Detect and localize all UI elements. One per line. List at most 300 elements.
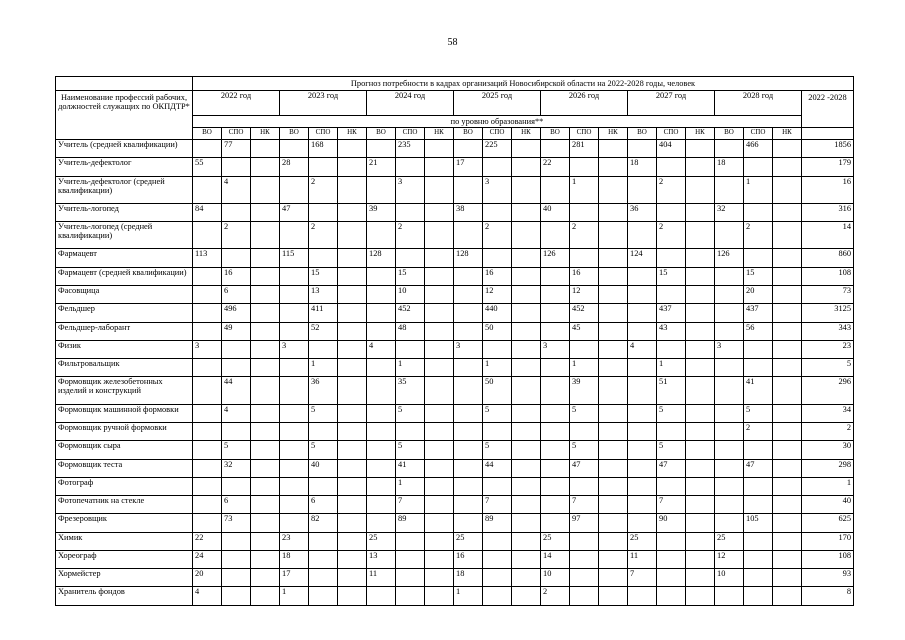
table-row [56,404,854,422]
value-cell [512,340,541,358]
value-cell: 452 [570,304,599,322]
value-cell: 2 [483,222,512,249]
total-cell: 343 [802,322,854,340]
value-cell [193,359,222,377]
value-cell [686,550,715,568]
value-cell [657,422,686,440]
table-row [56,249,854,267]
value-cell [599,377,628,404]
value-cell [483,340,512,358]
value-cell [773,340,802,358]
table-title: Прогноз потребности в кадрах организаций Новосибирской области на 2022-2028 годы, человек [193,77,854,91]
value-cell: 4 [193,587,222,605]
value-cell [193,422,222,440]
value-cell: 3 [193,340,222,358]
value-cell [454,359,483,377]
level-header: ВО [454,128,483,140]
value-cell [512,550,541,568]
value-cell [338,176,367,203]
value-cell [599,158,628,176]
table-row [56,140,854,158]
value-cell [251,340,280,358]
value-cell [454,496,483,514]
value-cell [541,304,570,322]
value-cell [425,222,454,249]
value-cell [280,404,309,422]
total-cell: 860 [802,249,854,267]
value-cell: 90 [657,514,686,532]
value-cell: 39 [570,377,599,404]
value-cell [367,377,396,404]
value-cell: 466 [744,140,773,158]
value-cell [251,550,280,568]
value-cell [483,249,512,267]
value-cell [454,422,483,440]
value-cell [425,496,454,514]
value-cell [744,587,773,605]
value-cell: 50 [483,377,512,404]
value-cell [570,158,599,176]
value-cell [715,477,744,495]
value-cell [309,477,338,495]
value-cell [425,422,454,440]
profession-name-header: Наименование профессий рабочих, должностей служащих по ОКПДТР* [56,91,193,140]
year-header: 2028 год [715,91,802,116]
value-cell: 44 [222,377,251,404]
value-cell [425,477,454,495]
value-cell: 18 [715,158,744,176]
value-cell: 2 [744,222,773,249]
value-cell: 10 [396,285,425,303]
value-cell [686,587,715,605]
value-cell [251,532,280,550]
value-cell [309,569,338,587]
value-cell: 1 [570,359,599,377]
value-cell [454,514,483,532]
value-cell: 43 [657,322,686,340]
value-cell: 35 [396,377,425,404]
value-cell [773,203,802,221]
value-cell: 128 [367,249,396,267]
value-cell: 168 [309,140,338,158]
total-cell: 108 [802,550,854,568]
value-cell [280,477,309,495]
value-cell: 6 [222,496,251,514]
value-cell [686,569,715,587]
value-cell [425,459,454,477]
value-cell: 7 [483,496,512,514]
value-cell [338,496,367,514]
value-cell [686,514,715,532]
value-cell: 41 [396,459,425,477]
value-cell [686,459,715,477]
value-cell: 437 [657,304,686,322]
value-cell [512,404,541,422]
value-cell: 13 [309,285,338,303]
value-cell [686,304,715,322]
value-cell [541,514,570,532]
table-row [56,203,854,221]
value-cell [570,569,599,587]
profession-name: Фотограф [56,477,193,495]
level-header: НК [338,128,367,140]
value-cell [541,441,570,459]
value-cell: 47 [280,203,309,221]
value-cell [367,477,396,495]
value-cell: 47 [744,459,773,477]
value-cell [251,441,280,459]
table-row [56,267,854,285]
value-cell [773,377,802,404]
value-cell: 40 [309,459,338,477]
value-cell: 1 [657,359,686,377]
value-cell [454,377,483,404]
value-cell [541,285,570,303]
value-cell [599,532,628,550]
value-cell: 44 [483,459,512,477]
value-cell [715,267,744,285]
value-cell [628,322,657,340]
value-cell [657,158,686,176]
level-header: ВО [715,128,744,140]
value-cell [512,140,541,158]
value-cell [686,496,715,514]
value-cell [367,496,396,514]
value-cell [280,267,309,285]
value-cell [367,359,396,377]
value-cell: 12 [483,285,512,303]
value-cell [570,203,599,221]
value-cell: 16 [570,267,599,285]
value-cell [628,140,657,158]
value-cell [599,322,628,340]
value-cell: 2 [309,222,338,249]
value-cell [367,176,396,203]
total-cell: 625 [802,514,854,532]
total-cell: 1 [802,477,854,495]
value-cell: 2 [396,222,425,249]
value-cell [338,267,367,285]
value-cell: 115 [280,249,309,267]
value-cell [541,176,570,203]
value-cell [715,140,744,158]
profession-name: Фрезеровщик [56,514,193,532]
value-cell [193,285,222,303]
value-cell: 22 [193,532,222,550]
value-cell [657,587,686,605]
value-cell [367,285,396,303]
value-cell: 4 [222,404,251,422]
value-cell: 5 [396,404,425,422]
value-cell: 2 [744,422,773,440]
total-cell: 30 [802,441,854,459]
table-row [56,322,854,340]
value-cell [599,441,628,459]
value-cell: 36 [309,377,338,404]
value-cell [222,477,251,495]
value-cell [222,422,251,440]
value-cell [570,477,599,495]
level-header-empty [802,128,854,140]
value-cell [599,569,628,587]
value-cell: 1 [570,176,599,203]
value-cell [483,158,512,176]
value-cell: 452 [396,304,425,322]
total-cell: 2 [802,422,854,440]
value-cell [628,285,657,303]
value-cell [628,404,657,422]
total-cell: 5 [802,359,854,377]
value-cell [599,222,628,249]
value-cell: 3 [454,340,483,358]
value-cell [338,422,367,440]
value-cell [396,550,425,568]
table-row [56,569,854,587]
value-cell [715,422,744,440]
table-row [56,285,854,303]
value-cell: 5 [309,404,338,422]
value-cell [773,532,802,550]
value-cell [280,140,309,158]
value-cell [338,514,367,532]
value-cell [628,359,657,377]
value-cell [512,532,541,550]
value-cell: 12 [715,550,744,568]
profession-name: Хранитель фондов [56,587,193,605]
value-cell: 52 [309,322,338,340]
value-cell [512,514,541,532]
value-cell [512,569,541,587]
value-cell [773,459,802,477]
value-cell: 2 [222,222,251,249]
value-cell [715,496,744,514]
total-cell: 108 [802,267,854,285]
value-cell [367,514,396,532]
value-cell [425,514,454,532]
profession-name: Формовщик машинной формовки [56,404,193,422]
value-cell: 126 [715,249,744,267]
value-cell [338,322,367,340]
value-cell: 25 [454,532,483,550]
value-cell [512,322,541,340]
value-cell [425,158,454,176]
value-cell: 18 [454,569,483,587]
value-cell [280,496,309,514]
value-cell [686,176,715,203]
value-cell [367,322,396,340]
value-cell [251,176,280,203]
value-cell: 25 [541,532,570,550]
table-row [56,441,854,459]
value-cell [425,587,454,605]
value-cell [193,267,222,285]
value-cell [425,304,454,322]
value-cell [744,477,773,495]
value-cell [222,340,251,358]
value-cell [280,304,309,322]
value-cell [367,587,396,605]
value-cell [396,249,425,267]
value-cell [454,285,483,303]
value-cell [570,587,599,605]
value-cell: 3 [541,340,570,358]
value-cell: 3 [280,340,309,358]
value-cell [599,550,628,568]
value-cell [396,587,425,605]
total-cell: 3125 [802,304,854,322]
value-cell [657,203,686,221]
value-cell [454,222,483,249]
level-header: ВО [193,128,222,140]
value-cell [541,404,570,422]
value-cell: 38 [454,203,483,221]
value-cell [512,222,541,249]
value-cell [454,267,483,285]
value-cell [425,359,454,377]
value-cell: 50 [483,322,512,340]
value-cell [512,477,541,495]
value-cell: 5 [396,441,425,459]
value-cell [483,587,512,605]
value-cell [599,285,628,303]
table-row [56,422,854,440]
value-cell: 3 [396,176,425,203]
value-cell [512,441,541,459]
value-cell [570,532,599,550]
value-cell [280,285,309,303]
value-cell [599,459,628,477]
value-cell [251,249,280,267]
value-cell [715,322,744,340]
value-cell [599,203,628,221]
value-cell: 4 [628,340,657,358]
value-cell [425,532,454,550]
value-cell [570,550,599,568]
value-cell [483,532,512,550]
value-cell [251,359,280,377]
value-cell [425,322,454,340]
table-row [56,587,854,605]
value-cell [744,496,773,514]
value-cell [338,203,367,221]
level-header: СПО [744,128,773,140]
value-cell [541,477,570,495]
value-cell [193,176,222,203]
profession-name: Формовщик железобетонных изделий и конструкций [56,377,193,404]
value-cell [686,377,715,404]
profession-name: Фасовщица [56,285,193,303]
value-cell [425,377,454,404]
value-cell: 16 [483,267,512,285]
level-header: НК [425,128,454,140]
value-cell: 2 [541,587,570,605]
value-cell [454,304,483,322]
value-cell [280,422,309,440]
total-cell: 34 [802,404,854,422]
value-cell [628,459,657,477]
value-cell [773,304,802,322]
value-cell: 7 [628,569,657,587]
value-cell [599,587,628,605]
value-cell: 18 [280,550,309,568]
value-cell [512,377,541,404]
value-cell [773,477,802,495]
value-cell [512,304,541,322]
value-cell [425,404,454,422]
value-cell [657,569,686,587]
level-header: СПО [483,128,512,140]
value-cell: 496 [222,304,251,322]
value-cell [251,285,280,303]
value-cell [686,158,715,176]
value-cell [193,514,222,532]
value-cell: 1 [483,359,512,377]
value-cell: 40 [541,203,570,221]
value-cell [657,477,686,495]
value-cell: 411 [309,304,338,322]
value-cell [193,477,222,495]
value-cell: 2 [309,176,338,203]
value-cell [483,422,512,440]
value-cell [599,340,628,358]
value-cell: 16 [454,550,483,568]
level-header: СПО [309,128,338,140]
value-cell [773,176,802,203]
value-cell [425,267,454,285]
profession-name: Физик [56,340,193,358]
value-cell: 128 [454,249,483,267]
value-cell [541,496,570,514]
value-cell [193,304,222,322]
total-cell: 1856 [802,140,854,158]
value-cell: 281 [570,140,599,158]
value-cell [628,496,657,514]
profession-name: Учитель-дефектолог [56,158,193,176]
table-row [56,514,854,532]
value-cell [425,249,454,267]
value-cell [541,459,570,477]
value-cell [338,359,367,377]
value-cell [251,377,280,404]
value-cell: 47 [570,459,599,477]
value-cell [338,441,367,459]
value-cell [773,249,802,267]
value-cell [570,340,599,358]
value-cell: 6 [309,496,338,514]
total-cell: 73 [802,285,854,303]
value-cell: 225 [483,140,512,158]
total-cell: 298 [802,459,854,477]
value-cell [193,441,222,459]
value-cell [338,249,367,267]
value-cell: 105 [744,514,773,532]
value-cell [628,477,657,495]
value-cell [338,587,367,605]
value-cell [251,322,280,340]
year-header: 2025 год [454,91,541,116]
value-cell: 404 [657,140,686,158]
value-cell: 5 [744,404,773,422]
value-cell: 39 [367,203,396,221]
value-cell [396,340,425,358]
value-cell [338,304,367,322]
total-cell: 316 [802,203,854,221]
total-cell: 8 [802,587,854,605]
value-cell: 5 [483,441,512,459]
value-cell [367,404,396,422]
value-cell: 15 [396,267,425,285]
total-cell: 40 [802,496,854,514]
